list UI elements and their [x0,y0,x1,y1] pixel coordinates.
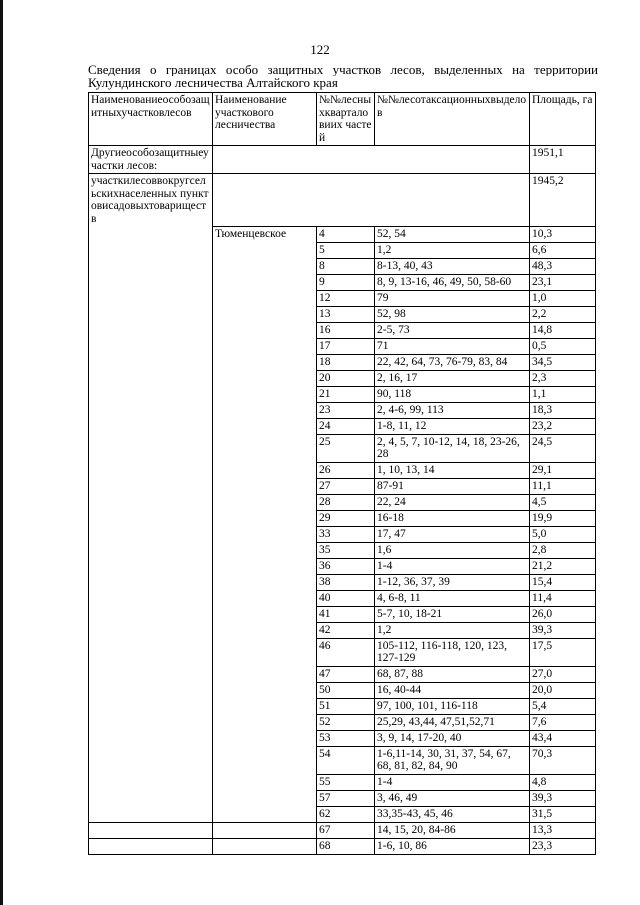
allotment-numbers: 1-12, 36, 37, 39 [375,574,530,590]
area-value: 11,4 [530,590,596,606]
area-value: 5,0 [530,526,596,542]
quarter-number: 23 [317,402,375,418]
quarter-number: 5 [317,242,375,258]
allotment-numbers: 1-4 [375,558,530,574]
allotment-numbers: 14, 15, 20, 84-86 [375,822,530,838]
area-value: 13,3 [530,822,596,838]
quarter-number: 36 [317,558,375,574]
forestry-name: Тюменцевское [213,226,317,822]
area-value: 1,1 [530,386,596,402]
category-name: Другиеособозащитныеучастки лесов: [89,146,213,174]
quarter-number: 16 [317,322,375,338]
allotment-numbers: 1-8, 11, 12 [375,418,530,434]
allotment-numbers: 2-5, 73 [375,322,530,338]
header-area-ha: Площадь, га [530,93,596,146]
quarter-number: 4 [317,226,375,242]
allotment-numbers: 8, 9, 13-16, 46, 49, 50, 58-60 [375,274,530,290]
empty-cell [89,822,213,838]
allotment-numbers: 2, 16, 17 [375,370,530,386]
area-value: 14,8 [530,322,596,338]
allotment-numbers: 1, 10, 13, 14 [375,462,530,478]
allotment-numbers: 22, 42, 64, 73, 76-79, 83, 84 [375,354,530,370]
quarter-number: 17 [317,338,375,354]
allotment-numbers: 90, 118 [375,386,530,402]
quarter-number: 67 [317,822,375,838]
allotment-numbers: 5-7, 10, 18-21 [375,606,530,622]
area-value: 39,3 [530,622,596,638]
allotment-numbers: 17, 47 [375,526,530,542]
header-area-name: Наименованиеособозащитныхучастковлесов [89,93,213,146]
area-value: 19,9 [530,510,596,526]
quarter-number: 13 [317,306,375,322]
allotment-numbers: 1-6,11-14, 30, 31, 37, 54, 67, 68, 81, 82, 84, 90 [375,746,530,774]
area-value: 48,3 [530,258,596,274]
allotment-numbers: 22, 24 [375,494,530,510]
subcategory-row [89,174,596,227]
title-line-2: Кулундинского лесничества Алтайского края [88,75,338,90]
area-value: 2,2 [530,306,596,322]
quarter-number: 35 [317,542,375,558]
area-value: 20,0 [530,682,596,698]
allotment-numbers: 2, 4-6, 99, 113 [375,402,530,418]
quarter-number: 12 [317,290,375,306]
quarter-number: 21 [317,386,375,402]
quarter-number: 46 [317,638,375,666]
area-value: 29,1 [530,462,596,478]
header-forestry: Наименование участкового лесничества [213,93,317,146]
subcategory-name: участкилесоввокругсельскихнаселенных пунктовисадовыхтовариществ [89,174,213,227]
area-value: 27,0 [530,666,596,682]
area-value: 39,3 [530,790,596,806]
area-value: 15,4 [530,574,596,590]
area-value: 11,1 [530,478,596,494]
quarter-number: 47 [317,666,375,682]
quarter-number: 18 [317,354,375,370]
empty-cell [89,838,213,854]
quarter-number: 51 [317,698,375,714]
allotment-numbers: 105-112, 116-118, 120, 123, 127-129 [375,638,530,666]
quarter-number: 8 [317,258,375,274]
allotment-numbers: 4, 6-8, 11 [375,590,530,606]
allotment-numbers: 79 [375,290,530,306]
area-value: 0,5 [530,338,596,354]
quarter-number: 55 [317,774,375,790]
allotment-numbers: 1,6 [375,542,530,558]
quarter-number: 38 [317,574,375,590]
protected-areas-table [88,92,596,855]
title-line-1: Сведения о границах особо защитных участков лесов, выделенных на территории [88,63,598,76]
allotment-numbers: 1-6, 10, 86 [375,838,530,854]
quarter-number: 50 [317,682,375,698]
area-value: 1,0 [530,290,596,306]
area-value: 5,4 [530,698,596,714]
quarter-number: 24 [317,418,375,434]
area-value: 23,1 [530,274,596,290]
area-value: 10,3 [530,226,596,242]
empty-cell [213,822,317,838]
table-header-row [89,93,596,146]
allotment-numbers: 1,2 [375,622,530,638]
allotment-numbers: 97, 100, 101, 116-118 [375,698,530,714]
allotment-numbers: 3, 9, 14, 17-20, 40 [375,730,530,746]
allotment-numbers: 52, 54 [375,226,530,242]
area-value: 26,0 [530,606,596,622]
area-value: 24,5 [530,434,596,462]
quarter-number: 33 [317,526,375,542]
page-number: 122 [310,42,330,57]
document-title [88,63,598,89]
category-area: 1951,1 [530,146,596,174]
quarter-number: 41 [317,606,375,622]
area-value: 2,8 [530,542,596,558]
allotment-numbers: 68, 87, 88 [375,666,530,682]
quarter-number: 54 [317,746,375,774]
area-value: 43,4 [530,730,596,746]
empty-cell [213,838,317,854]
area-value: 4,5 [530,494,596,510]
allotment-numbers: 8-13, 40, 43 [375,258,530,274]
allotment-numbers: 71 [375,338,530,354]
area-value: 34,5 [530,354,596,370]
allotment-numbers: 52, 98 [375,306,530,322]
area-value: 21,2 [530,558,596,574]
header-allotments: №№лесотаксационныхвыделов [375,93,530,146]
quarter-number: 28 [317,494,375,510]
quarter-number: 26 [317,462,375,478]
subcategory-empty [213,174,530,227]
quarter-number: 68 [317,838,375,854]
quarter-number: 9 [317,274,375,290]
area-value: 2,3 [530,370,596,386]
quarter-number: 52 [317,714,375,730]
allotment-numbers: 16, 40-44 [375,682,530,698]
quarter-number: 29 [317,510,375,526]
table-row [89,226,596,242]
allotment-numbers: 16-18 [375,510,530,526]
quarter-number: 57 [317,790,375,806]
allotment-numbers: 3, 46, 49 [375,790,530,806]
area-value: 4,8 [530,774,596,790]
allotment-numbers: 2, 4, 5, 7, 10-12, 14, 18, 23-26, 28 [375,434,530,462]
allotment-numbers: 1,2 [375,242,530,258]
category-empty [213,146,530,174]
area-name-span [89,226,213,822]
category-row [89,146,596,174]
quarter-number: 27 [317,478,375,494]
area-value: 23,3 [530,838,596,854]
subcategory-area: 1945,2 [530,174,596,227]
header-quarters: №№лесныхкварталовиих частей [317,93,375,146]
quarter-number: 40 [317,590,375,606]
allotment-numbers: 87-91 [375,478,530,494]
area-value: 18,3 [530,402,596,418]
area-value: 7,6 [530,714,596,730]
quarter-number: 62 [317,806,375,822]
quarter-number: 20 [317,370,375,386]
quarter-number: 53 [317,730,375,746]
quarter-number: 25 [317,434,375,462]
table-row [89,822,596,838]
page-left-edge [0,0,3,905]
allotment-numbers: 1-4 [375,774,530,790]
allotment-numbers: 25,29, 43,44, 47,51,52,71 [375,714,530,730]
area-value: 31,5 [530,806,596,822]
area-value: 17,5 [530,638,596,666]
table-row [89,838,596,854]
area-value: 6,6 [530,242,596,258]
area-value: 23,2 [530,418,596,434]
allotment-numbers: 33,35-43, 45, 46 [375,806,530,822]
area-value: 70,3 [530,746,596,774]
quarter-number: 42 [317,622,375,638]
